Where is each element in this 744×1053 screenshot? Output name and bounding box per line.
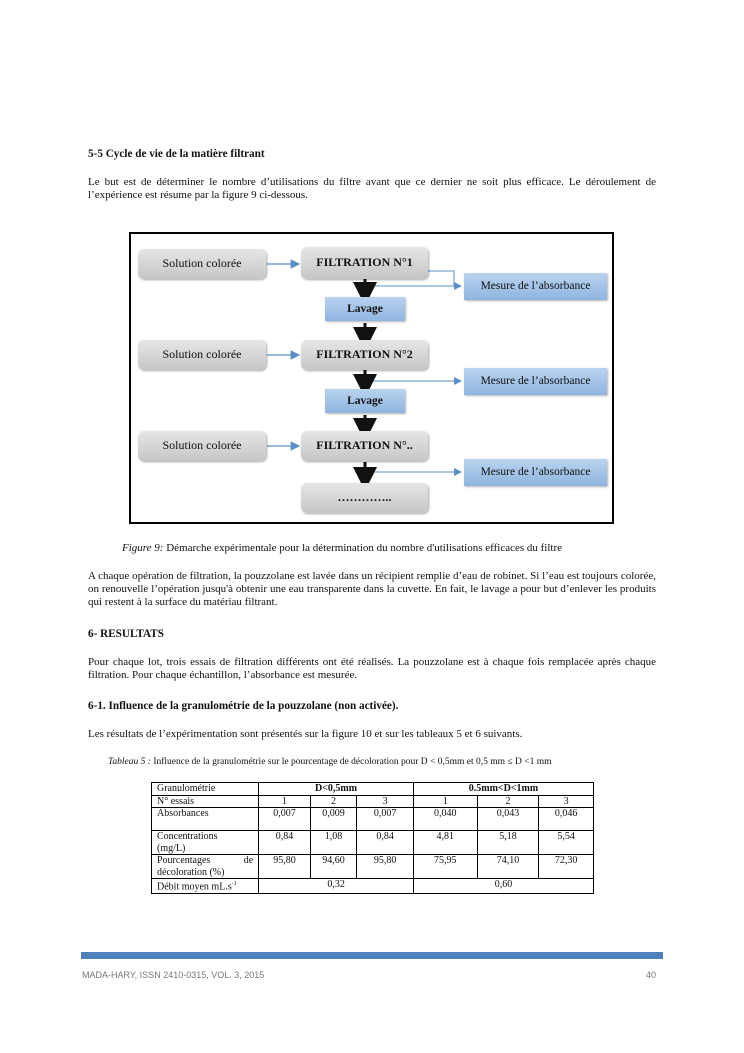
table-cell: 4,81: [413, 831, 477, 855]
table-cell: 74,10: [477, 855, 539, 879]
lavage-box-1: Lavage: [325, 297, 405, 321]
mesure-absorbance-box-1: Mesure de l’absorbance: [464, 273, 607, 300]
table-cell: 0,040: [413, 808, 477, 831]
table-row-label-pourcentages: [152, 855, 259, 879]
table-cell: 2: [310, 795, 357, 808]
table-cell: 3: [539, 795, 594, 808]
table-5: [151, 782, 594, 894]
table-cell: 0,84: [357, 831, 414, 855]
filtration-1-box: FILTRATION N°1: [301, 247, 428, 279]
table-row: [152, 879, 594, 894]
table-5-caption-label: Tableau 5 :: [108, 757, 151, 767]
section-6-heading: 6- RESULTATS: [88, 628, 164, 640]
section-6-paragraph: Pour chaque lot, trois essais de filtration différents ont été réalisés. La pouzzolane est à chaque fois remplacée après chaque filtration. Pour chaque échantillon, l’absorbance est mesurée.: [88, 656, 656, 682]
table-cell: 0,043: [477, 808, 539, 831]
table-row-label-debit: [152, 879, 259, 894]
pct-label-line-2: décoloration (%): [157, 866, 225, 878]
table-5-caption-text: Influence de la granulométrie sur le pourcentage de décoloration pour D < 0,5mm et 0,5 mm ≤ D <1 mm: [150, 757, 552, 767]
table-cell: 1,08: [310, 831, 357, 855]
figure-9-caption: [122, 541, 562, 555]
arrow-mesure-1: [428, 271, 461, 286]
table-row: [152, 808, 594, 831]
table-row-label-concentrations: [152, 831, 259, 855]
conc-label-line-2: (mg/L): [157, 842, 186, 854]
table-cell: 0,007: [259, 808, 311, 831]
debit-label: Débit moyen mL.s: [157, 881, 232, 893]
table-header-granulometrie: Granulométrie: [152, 783, 259, 796]
table-5-caption: [108, 756, 552, 768]
table-cell: 94,60: [310, 855, 357, 879]
figure-9-caption-label: Figure 9:: [122, 542, 164, 554]
table-row-label-essais: N° essais: [152, 795, 259, 808]
table-cell: 75,95: [413, 855, 477, 879]
mesure-absorbance-box-3: Mesure de l’absorbance: [464, 459, 607, 486]
pct-label-word-2: de: [243, 855, 254, 866]
footer-journal: MADA-HARY, ISSN 2410-0315, VOL. 3, 2015: [82, 970, 265, 980]
filtration-2-box: FILTRATION N°2: [301, 340, 428, 370]
mesure-absorbance-box-2: Mesure de l’absorbance: [464, 368, 607, 395]
table-cell: 95,80: [357, 855, 414, 879]
ellipsis-box: …………..: [301, 483, 428, 513]
conc-label-line-1: Concentrations: [157, 831, 218, 842]
section-6-1-heading: 6-1. Influence de la granulométrie de la pouzzolane (non activée).: [88, 700, 399, 712]
table-cell: 0,046: [539, 808, 594, 831]
table-cell: 2: [477, 795, 539, 808]
section-6-1-paragraph: Les résultats de l’expérimentation sont présentés sur la figure 10 et sur les tableaux 5 et 6 suivants.: [88, 728, 523, 740]
pct-label-word-1: Pourcentages: [157, 855, 211, 866]
table-header-group-1: D<0,5mm: [259, 783, 414, 796]
table-cell: 0,007: [357, 808, 414, 831]
table-header-group-2: 0.5mm<D<1mm: [413, 783, 593, 796]
section-5-5-paragraph: Le but est de déterminer le nombre d’utilisations du filtre avant que ce dernier ne soit plus efficace. Le déroulement de l’expérience est résume par la figure 9 ci-dessous.: [88, 176, 656, 202]
lavage-box-2: Lavage: [325, 389, 405, 413]
table-cell: 72,30: [539, 855, 594, 879]
table-cell-debit-2: 0,60: [413, 879, 593, 894]
footer-page-number: 40: [645, 970, 656, 980]
table-cell-debit-1: 0,32: [259, 879, 414, 894]
table-cell: 5,18: [477, 831, 539, 855]
table-row: [152, 831, 594, 855]
figure-9-flowchart: [129, 232, 614, 524]
solution-coloree-box-2: Solution colorée: [138, 340, 266, 370]
section-5-5-heading: 5-5 Cycle de vie de la matière filtrant: [88, 148, 265, 160]
table-cell: 95,80: [259, 855, 311, 879]
table-row: [152, 795, 594, 808]
table-row-label-absorbances: Absorbances: [152, 808, 259, 831]
filtration-n-box: FILTRATION N°..: [301, 431, 428, 461]
table-cell: 0,009: [310, 808, 357, 831]
table-row: [152, 855, 594, 879]
table-cell: 1: [413, 795, 477, 808]
solution-coloree-box-3: Solution colorée: [138, 431, 266, 461]
footer-bar: [81, 952, 663, 959]
table-row: [152, 783, 594, 796]
solution-coloree-box-1: Solution colorée: [138, 249, 266, 279]
filtration-paragraph: A chaque opération de filtration, la pouzzolane est lavée dans un récipient remplie d’eau de robinet. Si l’eau est toujours colorée, on renouvelle l’opération jusqu'à obtenir une eau transparente dans la cuvette. En fait, le lavage a pour but d’enlever les produits qui restent à la surface du matériau filtrant.: [88, 570, 656, 609]
table-cell: 1: [259, 795, 311, 808]
table-cell: 0,84: [259, 831, 311, 855]
table-cell: 3: [357, 795, 414, 808]
table-cell: 5,54: [539, 831, 594, 855]
figure-9-caption-text: Démarche expérimentale pour la détermination du nombre d'utilisations efficaces du filtre: [163, 542, 563, 554]
debit-label-exponent: -1: [231, 881, 237, 887]
